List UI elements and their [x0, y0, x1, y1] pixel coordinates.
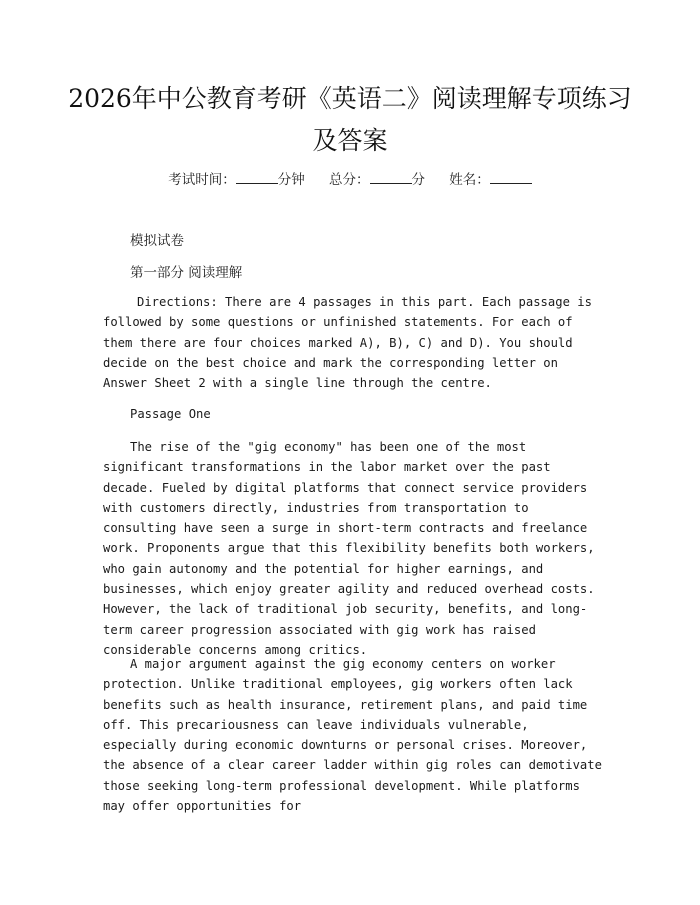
directions-paragraph: Directions: There are 4 passages in this part. Each passage is followed by some questions or unfinished statements. For each of them there are four choices marked A), B), C) and D). You should decide on the best choice and mark the corresponding letter on Answer Sheet 2 with a single line through the centre.: [103, 295, 592, 391]
passage-paragraph-2: A major argument against the gig economy centers on worker protection. Unlike traditional employees, gig workers often lack benefits such as health insurance, retirement plans, and paid time off. This precariousness can leave individuals vulnerable, especially during economic downturns or personal crises. Moreover, the absence of a clear career ladder within gig roles can demotivate those seeking long-term professional development. While platforms may offer opportunities for: [103, 657, 602, 814]
section-label: 模拟试卷: [130, 233, 184, 249]
total-score-label: 总分：: [329, 172, 370, 188]
total-score-field: [329, 172, 425, 188]
name-blank: [490, 171, 532, 184]
passage-paragraph-1: The rise of the "gig economy" has been one of the most significant transformations in the labor market over the past decade. Fueled by digital platforms that connect service providers with customers directly, industries from transportation to consulting have seen a surge in short-term contracts and freelance work. Proponents argue that this flexibility benefits both workers, who gain autonomy and the potential for higher earnings, and businesses, which enjoy greater agility and reduced overhead costs. However, the lack of traditional job security, benefits, and long-term career progression associated with gig work has raised considerable concerns among critics.: [103, 440, 595, 657]
exam-time-label: 考试时间：: [168, 172, 236, 188]
passage-label: Passage One: [130, 407, 211, 421]
exam-info-line: [0, 168, 700, 188]
total-score-unit: 分: [411, 172, 425, 188]
document-title: 2026年中公教育考研《英语二》阅读理解专项练习及答案: [68, 84, 632, 155]
total-score-blank: [370, 171, 412, 184]
part-label: 第一部分 阅读理解: [130, 265, 243, 281]
exam-time-unit: 分钟: [277, 172, 305, 188]
exam-time-blank: [236, 171, 278, 184]
name-label: 姓名：: [449, 172, 490, 188]
exam-time-field: [168, 172, 305, 188]
name-field: [449, 172, 532, 188]
